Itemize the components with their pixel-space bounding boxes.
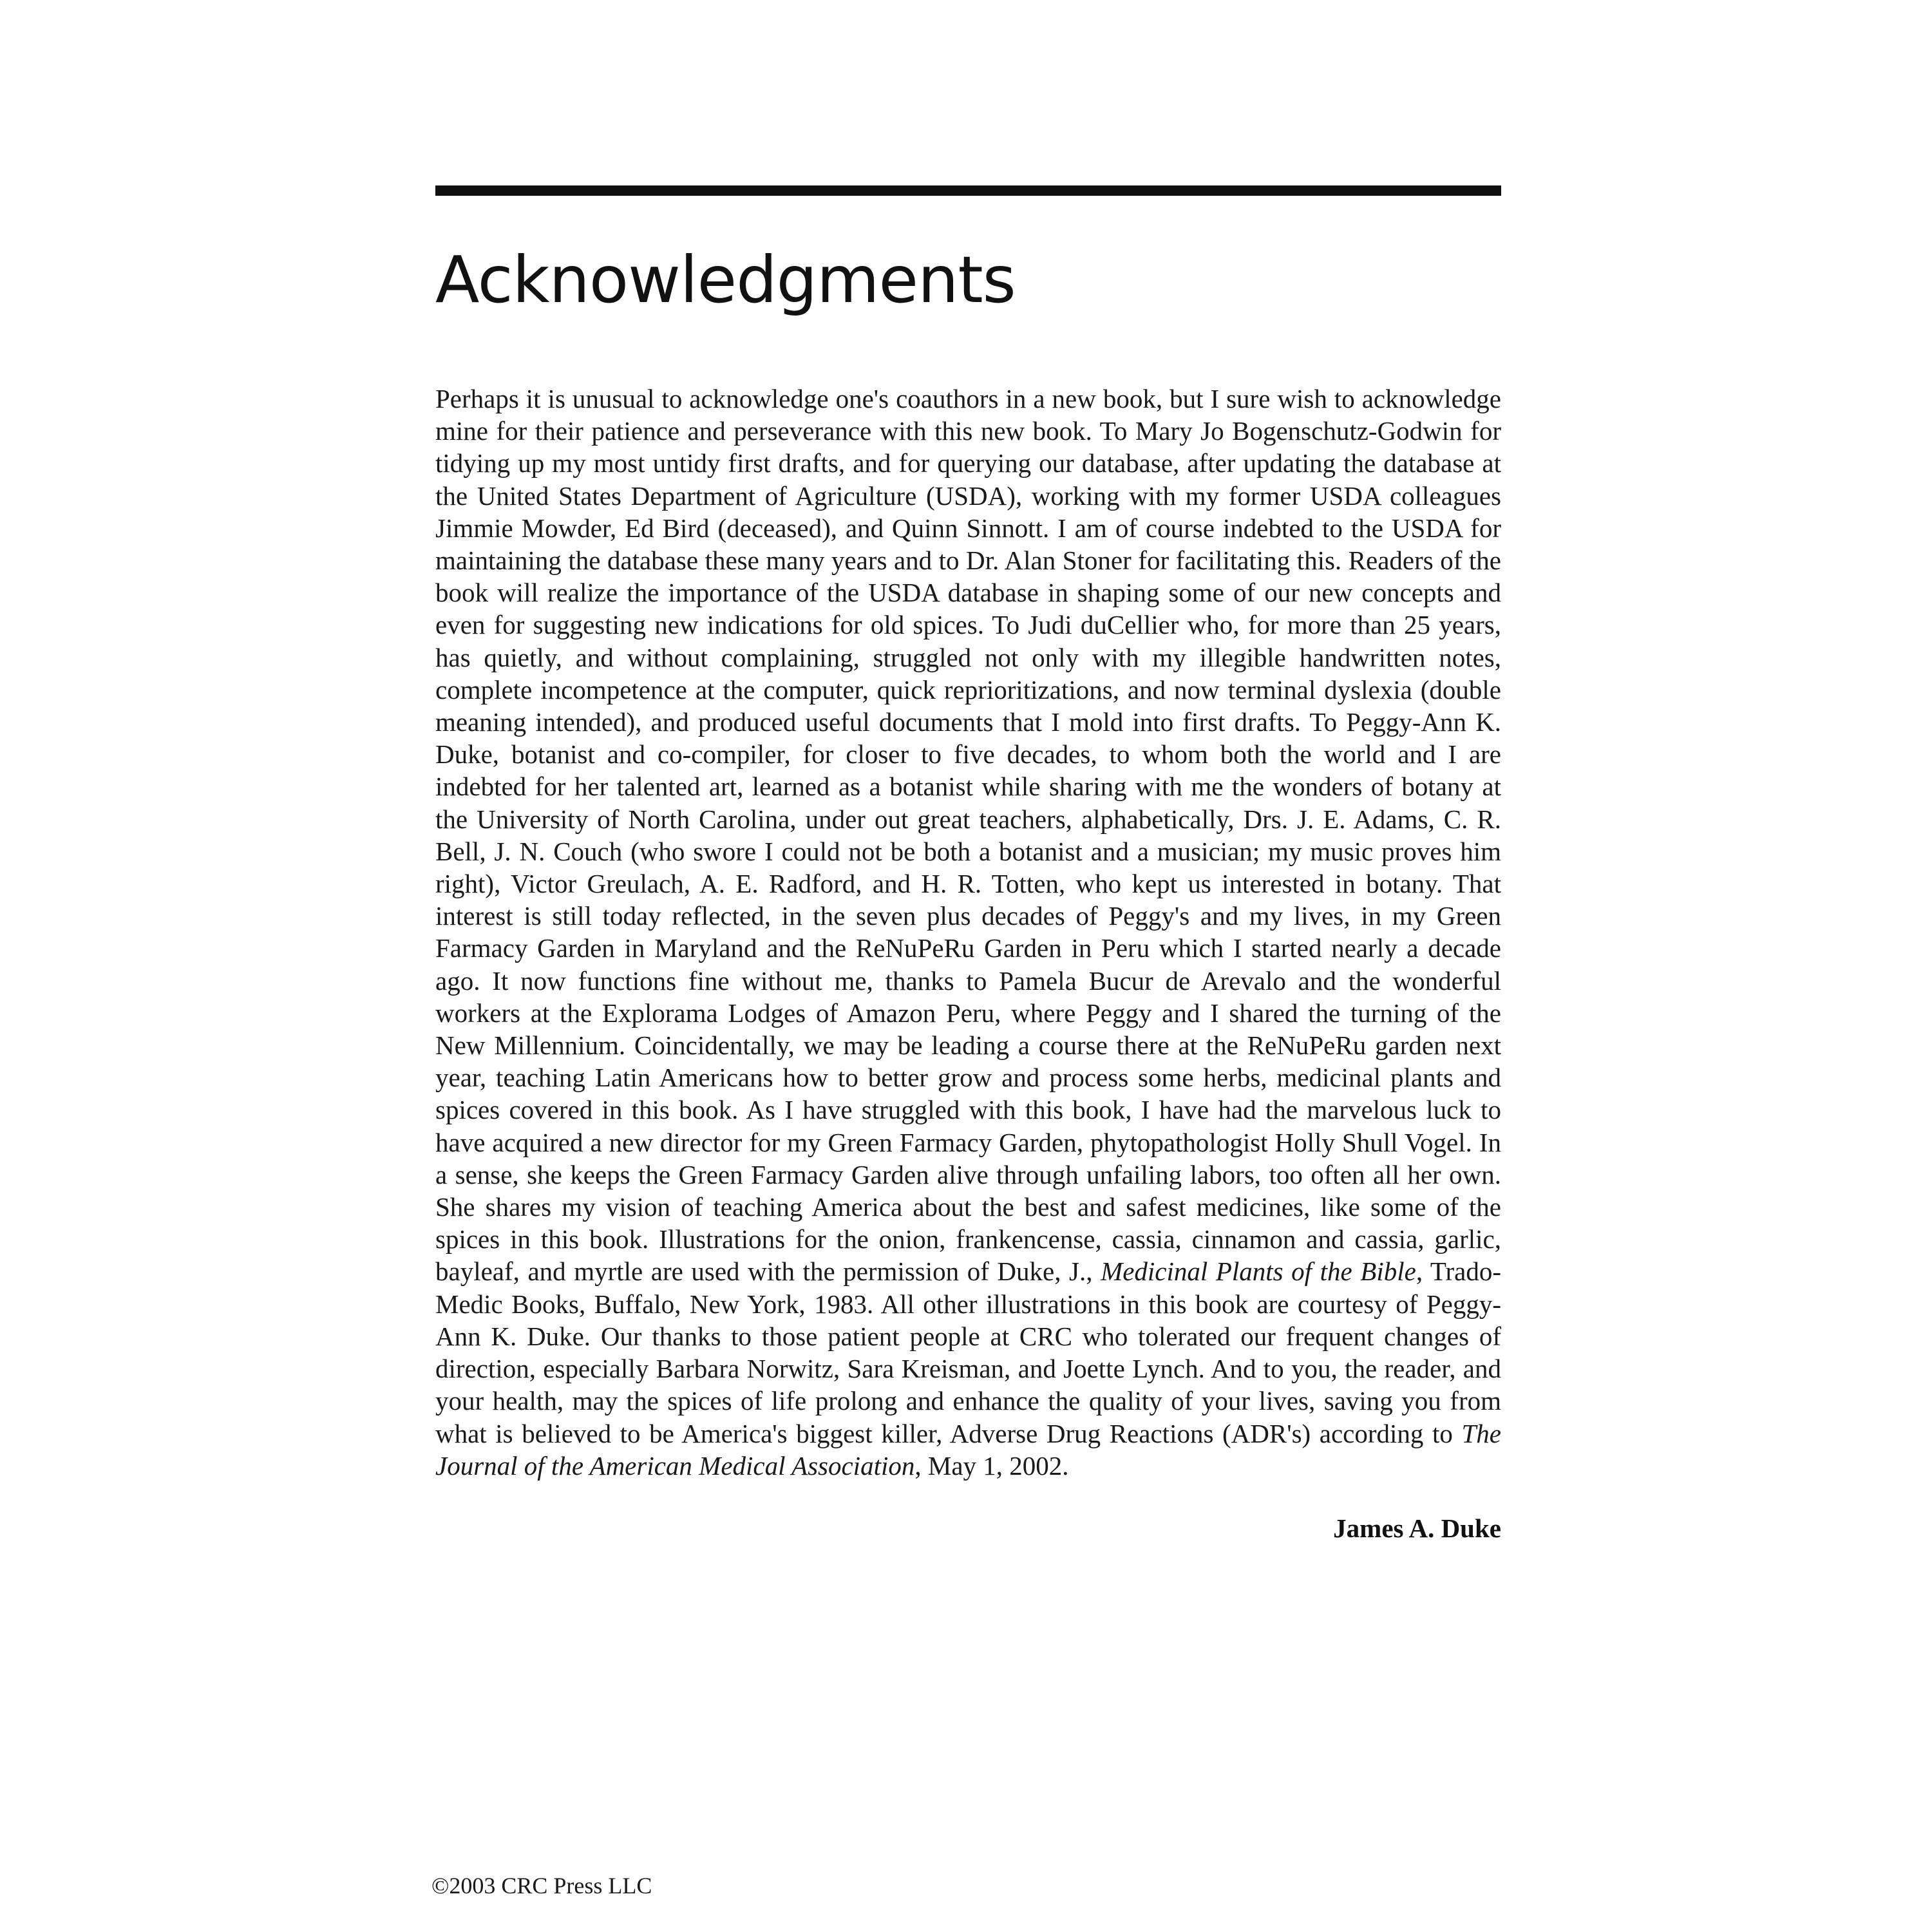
paragraph-text-part-2: , Trado-Medic Books, Buffalo, New York, 1983. All other illustrations in this book are courtesy of Peggy-Ann K. Duke. Our thanks to those patient people at CRC who tolerated our frequent changes of direction, especially Barbara Norwitz, Sara Kreisman, and Joette Lynch. And to you, the reader, and your health, may the spices of life prolong and enhance the quality of your lives, saving you from what is believed to be America's biggest killer, Adverse Drug Reactions (ADR's) according to [435,1256,1501,1448]
paragraph-text-part-1: Perhaps it is unusual to acknowledge one's coauthors in a new book, but I sure wish to acknowledge mine for their patience and perseverance with this new book. To Mary Jo Bogenschutz-Godwin for tidying up my most untidy first drafts, and for querying our database, after updating the database at the United States Department of Agriculture (USDA), working with my former USDA colleagues Jimmie Mowder, Ed Bird (deceased), and Quinn Sinnott. I am of course indebted to the USDA for maintaining the database these many years and to Dr. Alan Stoner for facilitating this. Readers of the book will realize the importance of the USDA database in shaping some of our new concepts and even for suggesting new indications for old spices. To Judi duCellier who, for more than 25 years, has quietly, and without complaining, struggled not only with my illegible handwritten notes, complete incompetence at the computer, quick reprioritizations, and now terminal dyslexia (double meaning intended), and produced useful documents that I mold into first drafts. To Peggy-Ann K. Duke, botanist and co-compiler, for closer to five decades, to whom both the world and I are indebted for her talented art, learned as a botanist while sharing with me the wonders of botany at the University of North Carolina, under out great teachers, alphabetically, Drs. J. E. Adams, C. R. Bell, J. N. Couch (who swore I could not be both a botanist and a musician; my music proves him right), Victor Greulach, A. E. Radford, and H. R. Totten, who kept us interested in botany. That interest is still today reflected, in the seven plus decades of Peggy's and my lives, in my Green Farmacy Garden in Maryland and the ReNuPeRu Garden in Peru which I started nearly a decade ago. It now functions fine without me, thanks to Pamela Bucur de Arevalo and the wonderful workers at the Explorama Lodges of Amazon Peru, where Peggy and I shared the turning of the New Millennium. Coincidentally, we may be leading a course there at the ReNuPeRu garden next year, teaching Latin Americans how to better grow and process some herbs, medicinal plants and spices covered in this book. As I have struggled with this book, I have had the marvelous luck to have acquired a new director for my Green Farmacy Garden, phytopathologist Holly Shull Vogel. In a sense, she keeps the Green Farmacy Garden alive through unfailing labors, too often all her own. She shares my vision of teaching America about the best and safest medicines, like some of the spices in this book. Illustrations for the onion, frankencense, cassia, cinnamon and cassia, garlic, bayleaf, and myrtle are used with the permission of Duke, J., [435,384,1501,1287]
book-title-citation: Medicinal Plants of the Bible [1101,1256,1416,1287]
paragraph-text-part-3: , May 1, 2002. [914,1450,1069,1481]
acknowledgments-paragraph [435,383,1501,1482]
top-rule [435,185,1501,196]
journal-title-citation: The Journal of the American Medical Association [435,1418,1501,1481]
author-signature: James A. Duke [1333,1513,1501,1543]
page-title: Acknowledgments [435,242,1016,317]
copyright-footer: ©2003 CRC Press LLC [431,1873,652,1899]
